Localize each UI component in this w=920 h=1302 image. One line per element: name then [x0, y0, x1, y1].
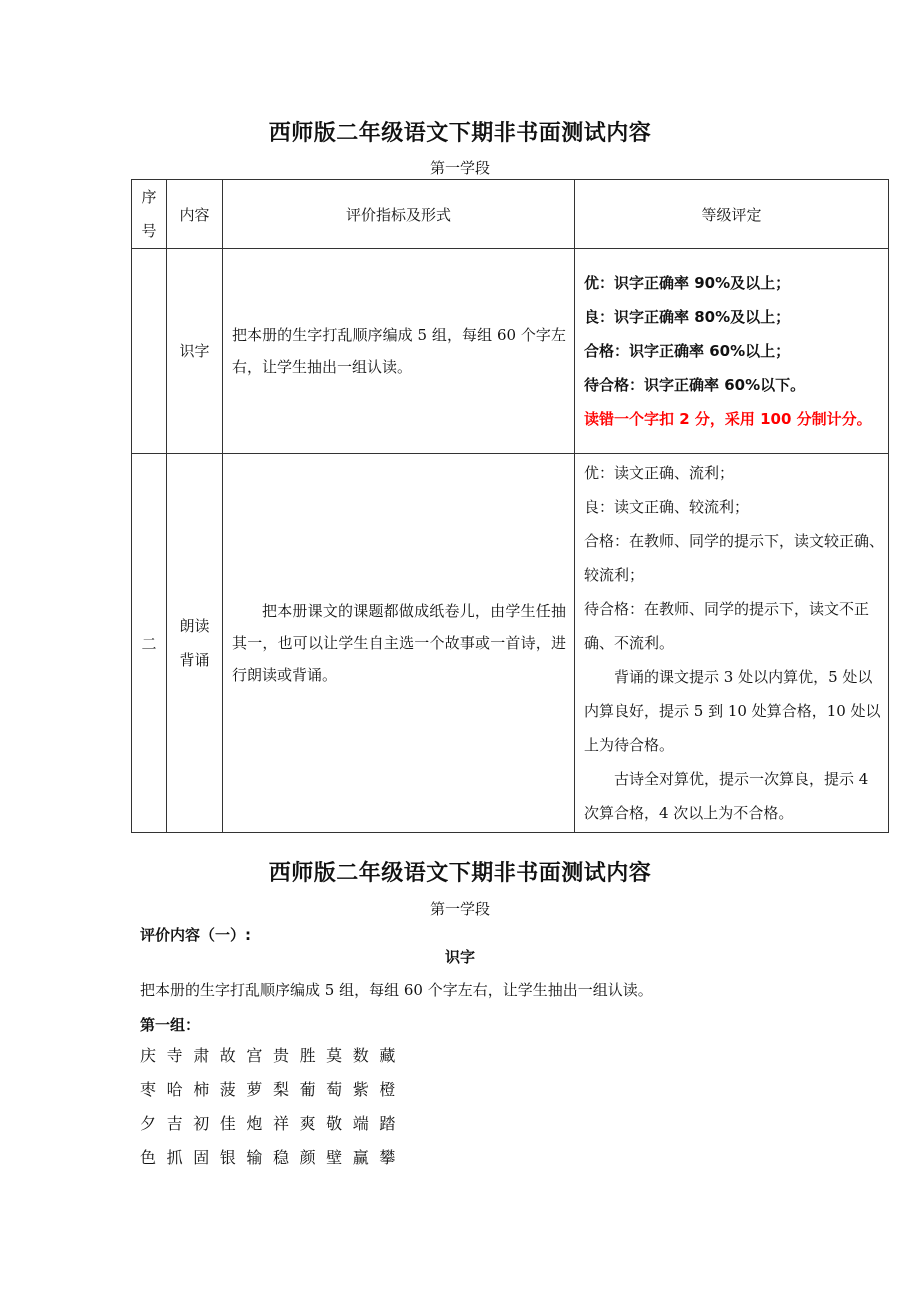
page-subtitle: 第一学段 [429, 159, 490, 177]
table-row [132, 454, 889, 833]
char: 颜 [299, 1148, 316, 1167]
char: 故 [219, 1046, 236, 1065]
section-label: 评价内容（一）: [140, 926, 251, 944]
char: 哈 [166, 1080, 183, 1099]
char-grid [140, 1039, 406, 1175]
char: 敬 [326, 1114, 343, 1133]
rating-block [575, 264, 888, 438]
char-row [140, 1039, 406, 1073]
char: 葡 [299, 1080, 316, 1099]
header-seq-line1: 序 [141, 188, 157, 206]
char: 色 [140, 1148, 157, 1167]
header-seq [132, 180, 167, 249]
rating-recite-rule: 背诵的课文提示 3 处以内算优，5 处以内算良好，提示 5 到 10 处算合格，10 处以上为待合格。 [584, 668, 881, 754]
row-rating [575, 454, 889, 833]
header-indicator: 评价指标及形式 [223, 180, 575, 249]
char: 数 [352, 1046, 369, 1065]
char: 藏 [379, 1046, 396, 1065]
char-row [140, 1073, 406, 1107]
rating-excellent: 优：识字正确率 90%及以上； [584, 274, 791, 292]
char: 初 [193, 1114, 210, 1133]
row-seq [132, 249, 167, 454]
char: 赢 [352, 1148, 369, 1167]
char: 萝 [246, 1080, 263, 1099]
char: 吉 [166, 1114, 183, 1133]
header-seq-line2: 号 [141, 222, 157, 240]
table-row [132, 249, 889, 454]
char: 萄 [326, 1080, 343, 1099]
char: 宫 [246, 1046, 263, 1065]
indicator-text: 把本册的生字打乱顺序编成 5 组，每组 60 个字左右，让学生抽出一组认读。 [232, 326, 566, 376]
char: 佳 [219, 1114, 236, 1133]
char: 寺 [166, 1046, 183, 1065]
char: 输 [246, 1148, 263, 1167]
row-content [167, 454, 223, 833]
char: 爽 [299, 1114, 316, 1133]
char: 肃 [193, 1046, 210, 1065]
rating-pass: 合格：在教师、同学的提示下，读文较正确、较流利； [584, 532, 885, 584]
row-content-line2: 背诵 [179, 651, 210, 669]
char: 银 [219, 1148, 236, 1167]
header-rating: 等级评定 [575, 180, 889, 249]
char: 炮 [246, 1114, 263, 1133]
char: 稳 [272, 1148, 289, 1167]
char: 莫 [326, 1046, 343, 1065]
char: 攀 [379, 1148, 396, 1167]
char: 梨 [272, 1080, 289, 1099]
table-header-row [132, 180, 889, 249]
page2-subtitle: 第一学段 [429, 900, 490, 918]
char: 贵 [272, 1046, 289, 1065]
char-row [140, 1107, 406, 1141]
char: 夕 [140, 1114, 157, 1133]
char: 胜 [299, 1046, 316, 1065]
rating-good: 良：读文正确、较流利； [584, 498, 750, 516]
section-title: 识字 [444, 948, 475, 966]
row-indicator [223, 454, 575, 833]
char: 枣 [140, 1080, 157, 1099]
char: 菠 [219, 1080, 236, 1099]
indicator-text: 把本册课文的课题都做成纸卷儿，由学生任抽其一，也可以让学生自主选一个故事或一首诗，进行朗读或背诵。 [232, 602, 566, 684]
rating-note: 读错一个字扣 2 分，采用 100 分制计分。 [584, 410, 872, 428]
char-row [140, 1141, 406, 1175]
rating-fail: 待合格：在教师、同学的提示下，读文不正确、不流利。 [584, 600, 870, 652]
row-seq: 二 [132, 454, 167, 833]
rating-pass: 合格：识字正确率 60%以上； [584, 342, 791, 360]
char: 紫 [352, 1080, 369, 1099]
header-content: 内容 [167, 180, 223, 249]
char: 壁 [326, 1148, 343, 1167]
row-content: 识字 [167, 249, 223, 454]
char: 祥 [272, 1114, 289, 1133]
row-indicator [223, 249, 575, 454]
page-title: 西师版二年级语文下期非书面测试内容 [268, 121, 652, 146]
row-rating [575, 249, 889, 454]
group-label: 第一组： [140, 1016, 201, 1034]
row-content-line1: 朗读 [179, 617, 210, 635]
page2-title: 西师版二年级语文下期非书面测试内容 [268, 861, 652, 886]
char: 橙 [379, 1080, 396, 1099]
evaluation-table [131, 179, 889, 833]
rating-good: 良：识字正确率 80%及以上； [584, 308, 791, 326]
rating-excellent: 优：读文正确、流利； [584, 464, 735, 482]
char: 踏 [379, 1114, 396, 1133]
char: 端 [352, 1114, 369, 1133]
char: 庆 [140, 1046, 157, 1065]
rating-block [575, 454, 888, 832]
char: 抓 [166, 1148, 183, 1167]
section-description: 把本册的生字打乱顺序编成 5 组，每组 60 个字左右，让学生抽出一组认读。 [140, 981, 653, 999]
char: 柿 [193, 1080, 210, 1099]
rating-fail: 待合格：识字正确率 60%以下。 [584, 376, 806, 394]
rating-poem-rule: 古诗全对算优，提示一次算良，提示 4 次算合格，4 次以上为不合格。 [584, 770, 869, 822]
char: 固 [193, 1148, 210, 1167]
